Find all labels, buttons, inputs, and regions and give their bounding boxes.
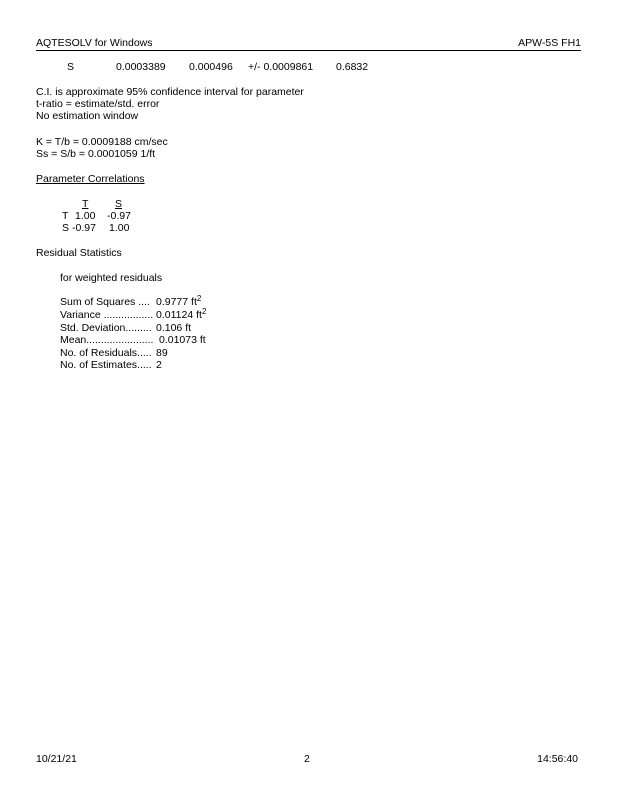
residual-label: Sum of Squares ....	[60, 296, 150, 308]
residuals-title: Residual Statistics	[36, 247, 122, 259]
derived-ss: Ss = S/b = 0.0001059 1/ft	[36, 148, 156, 160]
residual-value: 0.9777 $ft^2$	[156, 294, 202, 308]
header-id: APW-5S FH1	[518, 37, 581, 49]
footer-time: 14:56:40	[537, 753, 578, 765]
header-title: AQTESOLV for Windows	[36, 37, 153, 49]
corr-cell: -0.97	[107, 210, 131, 222]
correlations-title: Parameter Correlations	[36, 173, 145, 185]
corr-col-header-s: S	[115, 198, 123, 210]
corr-cell: -0.97	[72, 222, 96, 234]
note-estimation-window: No estimation window	[36, 110, 139, 122]
residual-label: Std. Deviation.........	[60, 322, 152, 334]
footer-page-number: 2	[304, 753, 310, 765]
residual-value: 0.01124 $ft^2$	[156, 307, 207, 321]
residual-value: 2	[156, 359, 162, 371]
residual-value: 89	[156, 347, 168, 359]
param-estimate: 0.0003389	[116, 61, 166, 73]
note-t-ratio: t-ratio = estimate/std. error	[36, 98, 160, 110]
residual-label: No. of Estimates.....	[60, 359, 152, 371]
param-std-error: 0.000496	[189, 61, 233, 73]
header-rule	[36, 50, 581, 51]
residuals-subtitle: for weighted residuals	[60, 272, 163, 284]
param-name: S	[67, 61, 75, 73]
residual-label: Mean.......................	[60, 334, 154, 346]
corr-col-header-t: T	[82, 198, 89, 210]
residual-label: Variance .................	[60, 309, 154, 321]
param-ci: +/- 0.0009861	[248, 61, 314, 73]
param-t-ratio: 0.6832	[336, 61, 369, 73]
residual-value: 0.106 ft	[156, 322, 192, 334]
corr-row-label-t: T	[62, 210, 69, 222]
corr-cell: 1.00	[75, 210, 96, 222]
residual-label: No. of Residuals.....	[60, 347, 152, 359]
corr-row-label-s: S	[62, 222, 70, 234]
footer-date: 10/21/21	[36, 753, 77, 765]
residual-value: 0.01073 ft	[159, 334, 206, 346]
corr-cell: 1.00	[109, 222, 130, 234]
derived-k: K = T/b = 0.0009188 cm/sec	[36, 136, 168, 148]
note-ci: C.I. is approximate 95% confidence interval for parameter	[36, 86, 304, 98]
